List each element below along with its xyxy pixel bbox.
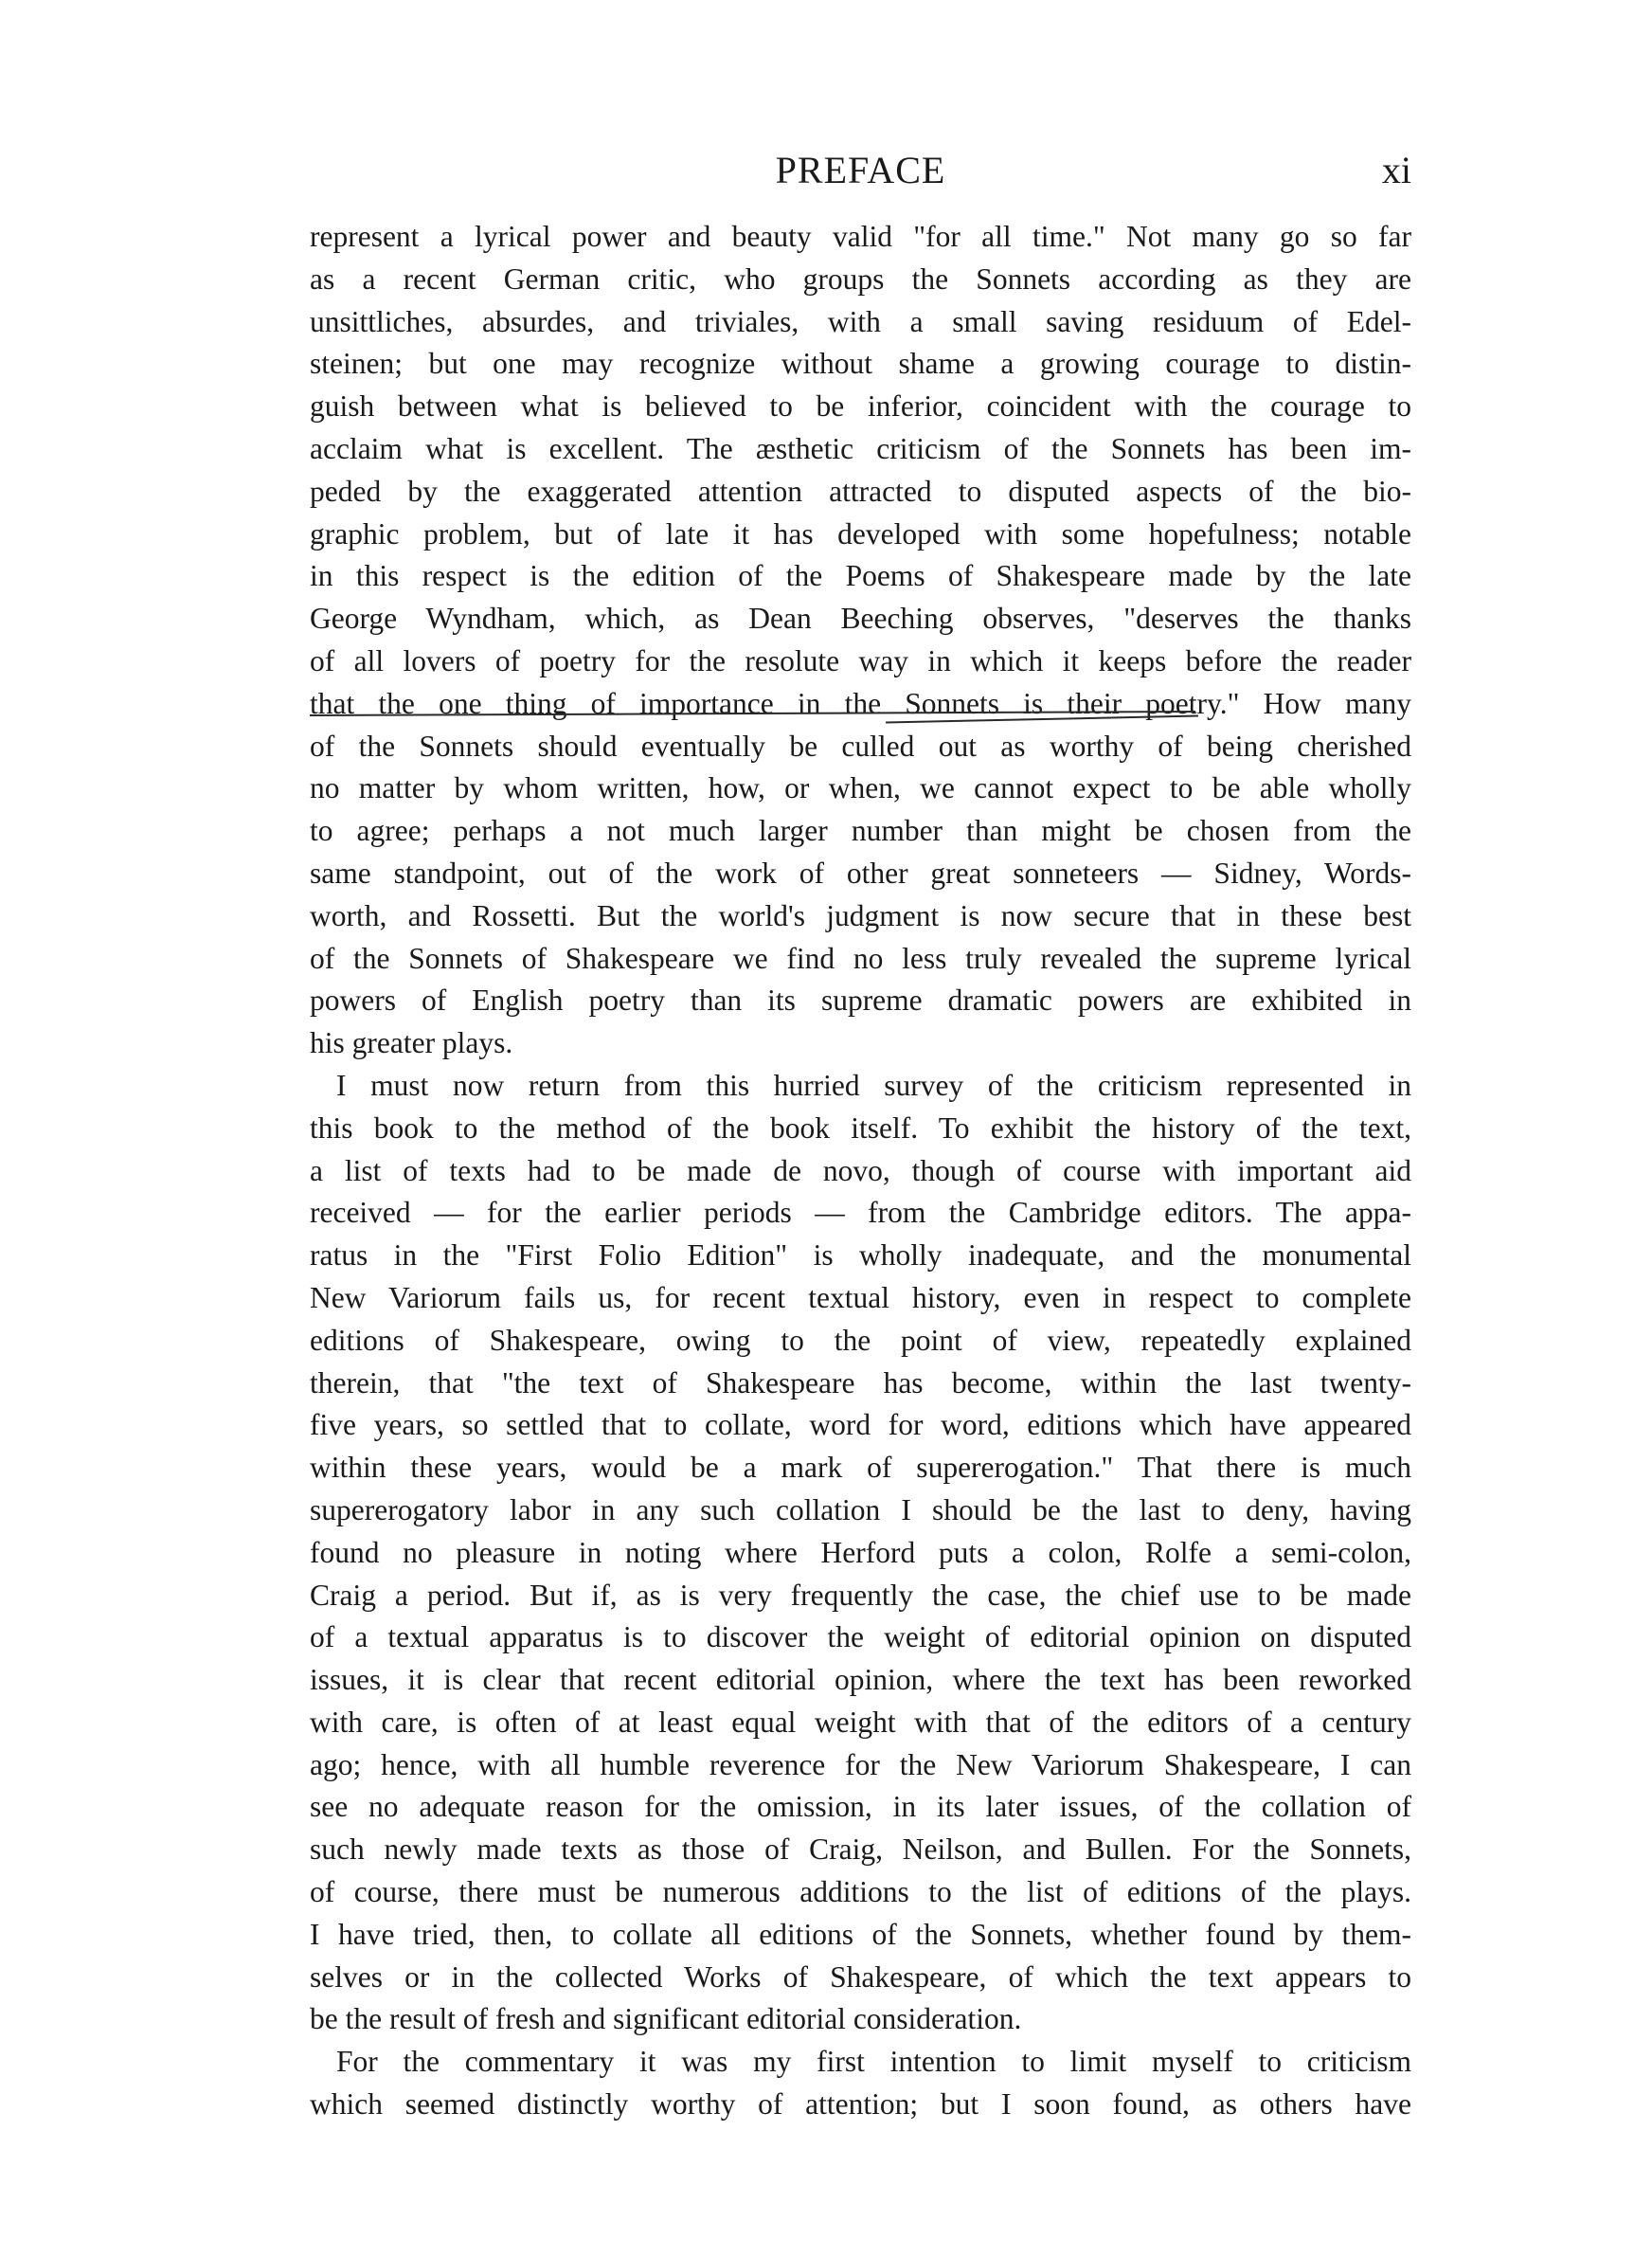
text-line: supererogatory labor in any such collation I should be the last to deny, having (310, 1492, 1411, 1526)
text-line: that the one thing of importance in the Sonnets is their poetry." How many (310, 686, 1411, 720)
text-line: unsittliches, absurdes, and triviales, with a small saving residuum of Edel- (310, 304, 1411, 338)
text-line: I have tried, then, to collate all editions of the Sonnets, whether found by them- (310, 1917, 1411, 1951)
text-line: within these years, would be a mark of supererogation." That there is much (310, 1451, 1411, 1485)
text-line: peded by the exaggerated attention attracted to disputed aspects of the bio- (310, 474, 1411, 508)
text-line: a list of texts had to be made de novo, though of course with important aid (310, 1153, 1411, 1187)
text-line: such newly made texts as those of Craig, Neilson, and Bullen. For the Sonnets, (310, 1833, 1411, 1867)
text-line: therein, that "the text of Shakespeare has become, within the last twenty- (310, 1365, 1411, 1399)
paragraph-first-line: I must now return from this hurried survey of the criticism represented in (336, 1068, 1411, 1102)
text-line: guish between what is believed to be inferior, coincident with the courage to (310, 389, 1411, 424)
text-line: ratus in the "First Folio Edition" is wholly inadequate, and the monumental (310, 1238, 1411, 1273)
text-line: five years, so settled that to collate, word for word, editions which have appeared (310, 1408, 1411, 1442)
text-line: in this respect is the edition of the Poems of Shakespeare made by the late (310, 559, 1411, 593)
text-line: steinen; but one may recognize without shame a growing courage to distin- (310, 347, 1411, 381)
paragraph-last-line: be the result of fresh and significant editorial consideration. (310, 2002, 1022, 2036)
text-line: of course, there must be numerous additions to the list of editions of the plays. (310, 1875, 1411, 1909)
text-line: graphic problem, but of late it has developed with some hopefulness; notable (310, 516, 1411, 551)
text-line: no matter by whom written, how, or when, we cannot expect to be able wholly (310, 771, 1411, 805)
paragraph-last-line: his greater plays. (310, 1026, 513, 1060)
text-line: with care, is often of at least equal weight with that of the editors of a century (310, 1705, 1411, 1739)
text-line: same standpoint, out of the work of other great sonneteers — Sidney, Words- (310, 856, 1411, 890)
text-line: see no adequate reason for the omission, in its later issues, of the collation of (310, 1790, 1411, 1824)
text-line: Craig a period. But if, as is very frequently the case, the chief use to be made (310, 1578, 1411, 1612)
text-line: powers of English poetry than its supreme dramatic powers are exhibited in (310, 984, 1411, 1018)
text-line: George Wyndham, which, as Dean Beeching observes, "deserves the thanks (310, 602, 1411, 636)
text-line: as a recent German critic, who groups the Sonnets according as they are (310, 262, 1411, 296)
paragraph-first-line: For the commentary it was my first intention to limit myself to criticism (336, 2045, 1411, 2079)
text-line: selves or in the collected Works of Shakespeare, of which the text appears to (310, 1959, 1411, 1994)
text-line: this book to the method of the book itself. To exhibit the history of the text, (310, 1110, 1411, 1145)
text-line: issues, it is clear that recent editorial opinion, where the text has been reworked (310, 1663, 1411, 1697)
text-line: represent a lyrical power and beauty valid "for all time." Not many go so far (310, 220, 1411, 253)
text-line: which seemed distinctly worthy of attention; but I soon found, as others have (310, 2087, 1411, 2122)
text-line: editions of Shakespeare, owing to the point of view, repeatedly explained (310, 1323, 1411, 1357)
text-line: New Variorum fails us, for recent textual history, even in respect to complete (310, 1280, 1411, 1314)
running-head (310, 147, 1411, 204)
text-line: of the Sonnets of Shakespeare we find no less truly revealed the supreme lyrical (310, 941, 1411, 975)
page-number: xi (1381, 149, 1411, 191)
text-line: worth, and Rossetti. But the world's judgment is now secure that in these best (310, 898, 1411, 932)
text-line: to agree; perhaps a not much larger number than might be chosen from the (310, 814, 1411, 848)
body-text (310, 216, 1411, 2126)
text-line: of the Sonnets should eventually be culled out as worthy of being cherished (310, 729, 1411, 763)
text-line: ago; hence, with all humble reverence for the New Variorum Shakespeare, I can (310, 1747, 1411, 1781)
text-line: acclaim what is excellent. The æsthetic criticism of the Sonnets has been im- (310, 431, 1411, 465)
text-line: found no pleasure in noting where Herford puts a colon, Rolfe a semi-colon, (310, 1535, 1411, 1569)
text-line: of a textual apparatus is to discover the weight of editorial opinion on disputed (310, 1620, 1411, 1654)
text-line: of all lovers of poetry for the resolute way in which it keeps before the reader (310, 643, 1411, 677)
running-title: PREFACE (775, 149, 946, 191)
text-line: received — for the earlier periods — from the Cambridge editors. The appa- (310, 1196, 1411, 1230)
